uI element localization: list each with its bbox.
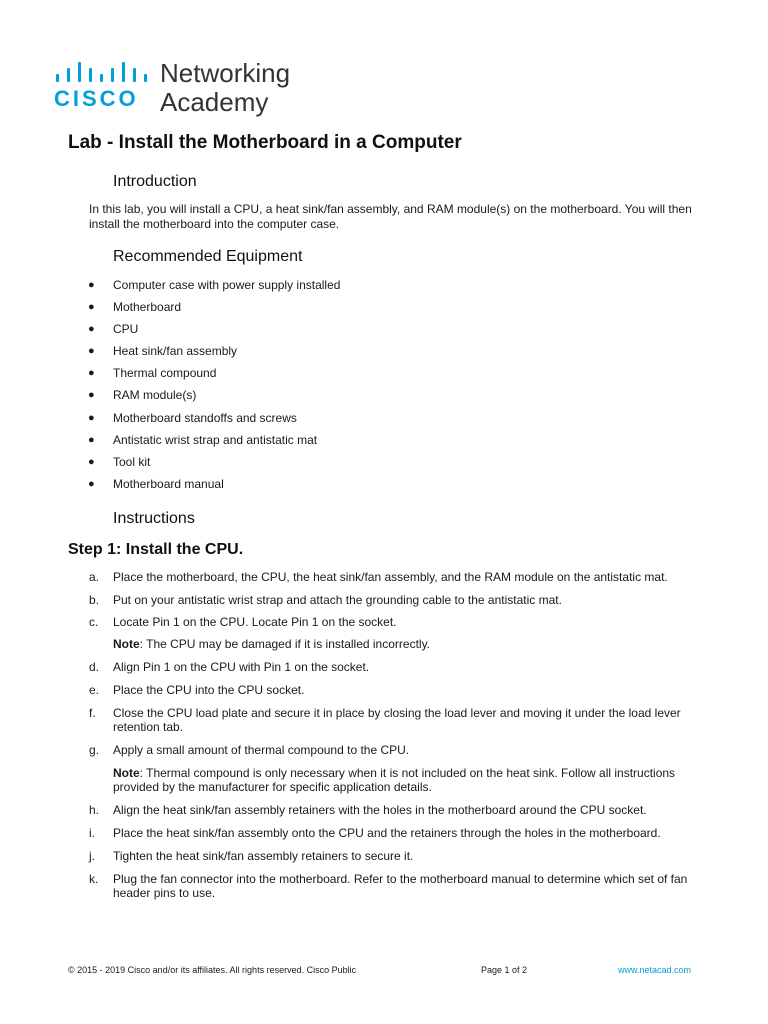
cisco-wordmark: CISCO [54, 86, 139, 111]
bullet-icon: ● [88, 301, 95, 314]
introduction-heading: Introduction [113, 173, 197, 190]
cisco-bars-icon [54, 60, 148, 82]
bullet-icon: ● [88, 367, 95, 380]
page-title: Lab - Install the Motherboard in a Computer [68, 132, 462, 153]
step1-title: Step 1: Install the CPU. [68, 541, 244, 558]
bullet-icon: ● [88, 323, 95, 336]
bullet-icon: ● [88, 389, 95, 402]
footer-page-number: Page 1 of 2 [481, 965, 528, 975]
bullet-icon: ● [88, 477, 95, 490]
note-c: Note: The CPU may be damaged if it is installed incorrectly. [113, 637, 431, 651]
footer-copyright: © 2015 - 2019 Cisco and/or its affiliates. All rights reserved. Cisco Public [68, 965, 357, 975]
note-g: Note: Thermal compound is only necessary when it is not included on the heat sink. Follow all instructions provided by the manufacturer for specific application details. [113, 766, 676, 794]
bullet-icon: ● [88, 345, 95, 358]
footer-url-link[interactable]: www.netacad.com [618, 965, 692, 975]
introduction-text: In this lab, you will install a CPU, a heat sink/fan assembly, and RAM module(s) on the motherboard. You will then install the motherboard into the computer case. [89, 202, 692, 231]
equipment-heading: Recommended Equipment [113, 248, 303, 265]
bullet-icon: ● [88, 433, 95, 446]
bullet-icon: ● [88, 455, 95, 468]
instructions-heading: Instructions [113, 510, 195, 527]
bullet-icon: ● [88, 279, 95, 291]
logo-networking: Networking [160, 58, 291, 88]
bullet-icon: ● [88, 411, 95, 424]
logo-academy: Academy [160, 87, 269, 117]
